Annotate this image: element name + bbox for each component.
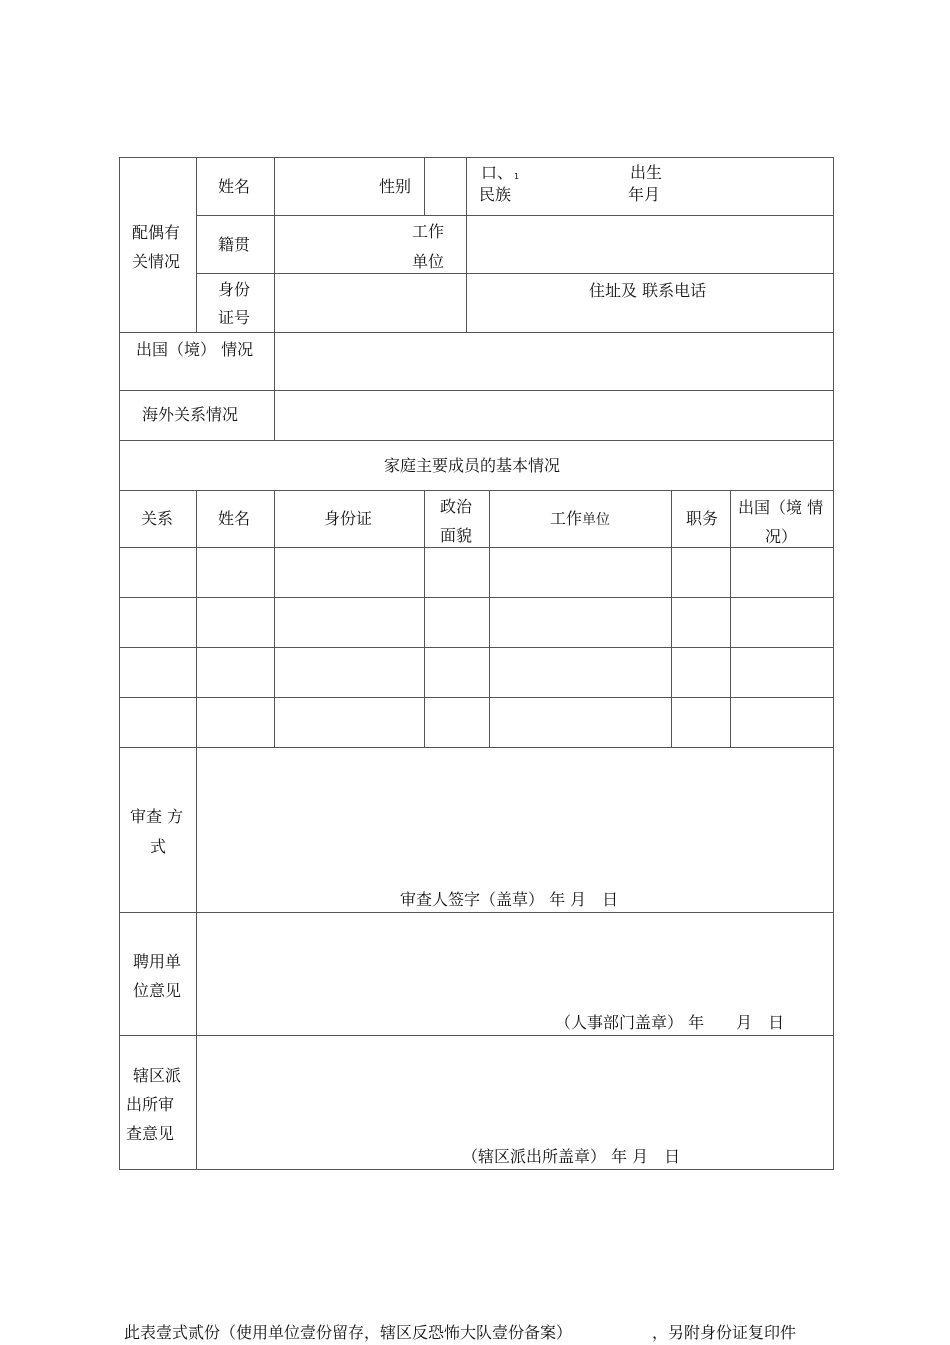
col-divider [489, 490, 490, 747]
family-col-abroad-line2: 况） [765, 527, 798, 546]
col-divider [466, 157, 467, 332]
row-divider [119, 440, 834, 441]
col-divider [730, 490, 731, 747]
row-divider [196, 215, 834, 216]
family-col-abroad-line1: 出国（境 情 [738, 498, 824, 517]
footer-note: 此表壹式贰份（使用单位壹份留存，辖区反恐怖大队壹份备案） [124, 1323, 573, 1342]
col-divider [274, 490, 275, 747]
police-opinion-label-line3: 查意见 [126, 1124, 175, 1143]
overseas-relations-label: 海外关系情况 [142, 405, 239, 424]
col-divider [196, 490, 197, 747]
family-col-name: 姓名 [218, 509, 251, 528]
row-divider [119, 747, 834, 748]
spouse-address-phone-label: 住址及 联系电话 [589, 281, 707, 300]
row-divider [119, 332, 834, 333]
abroad-label: 出国（境） 情况 [136, 340, 254, 359]
col-divider [424, 157, 425, 215]
table-border-right [833, 157, 834, 1170]
col-divider [274, 332, 275, 440]
family-section-title: 家庭主要成员的基本情况 [384, 456, 561, 475]
spouse-section-label-line2: 关情况 [132, 252, 181, 271]
row-divider [119, 912, 834, 913]
row-divider [119, 597, 834, 598]
spouse-name-label: 姓名 [218, 177, 251, 196]
spouse-ethnic-mark: 口、 [481, 163, 514, 182]
col-divider [424, 490, 425, 747]
row-divider [119, 1035, 834, 1036]
col-divider [196, 747, 197, 1169]
col-divider [671, 490, 672, 747]
family-col-political-line2: 面貌 [440, 526, 473, 545]
employer-opinion-label-line1: 聘用单 [133, 952, 182, 971]
row-divider [119, 490, 834, 491]
col-divider [196, 157, 197, 332]
family-col-political-line1: 政治 [440, 497, 473, 516]
spouse-ethnic-label: 民族 [479, 185, 512, 204]
police-opinion-label-line1: 辖区派 [133, 1066, 182, 1085]
family-col-position: 职务 [686, 509, 719, 528]
spouse-work-label-line2: 单位 [412, 252, 445, 271]
family-col-relation: 关系 [141, 509, 174, 528]
spouse-work-label-line1: 工作 [412, 222, 445, 241]
spouse-ethnic-small-mark: 1 [514, 172, 520, 181]
reviewer-signature-line: 审查人签字（盖草） 年 月 日 [400, 890, 619, 909]
row-divider [119, 647, 834, 648]
spouse-gender-label: 性别 [379, 177, 412, 196]
police-stamp-line: （辖区派出所盖章） 年 月 日 [462, 1147, 681, 1166]
employer-opinion-label-line2: 位意见 [133, 981, 182, 1000]
review-method-label-line1: 审查 方 [130, 807, 184, 826]
spouse-section-label-line1: 配偶有 [132, 223, 181, 242]
spouse-birth-label-line2: 年月 [628, 185, 661, 204]
police-opinion-label-line2: 出所审 [126, 1095, 175, 1114]
family-col-id: 身份证 [324, 509, 373, 528]
employer-stamp-line: （人事部门盖章） 年 月 日 [555, 1013, 785, 1032]
spouse-id-label-line2: 证号 [218, 308, 251, 327]
spouse-id-label-line1: 身份 [218, 280, 251, 299]
table-border-left [119, 157, 120, 1170]
spouse-birth-label-line1: 出生 [630, 163, 663, 182]
row-divider [119, 390, 834, 391]
footer-note-tail: ，另附身份证复印件 [652, 1323, 797, 1342]
review-method-label-line2: 式 [150, 837, 167, 856]
spouse-native-label: 籍贯 [218, 235, 251, 254]
row-divider [196, 273, 834, 274]
col-divider [274, 157, 275, 332]
row-divider [119, 547, 834, 548]
family-col-work-small: 单位 [582, 512, 611, 528]
family-col-work-main: 工作 [550, 509, 583, 528]
family-col-work-unit [550, 511, 610, 527]
row-divider [119, 697, 834, 698]
table-border-bottom [119, 1169, 834, 1170]
table-border-top [119, 157, 834, 158]
